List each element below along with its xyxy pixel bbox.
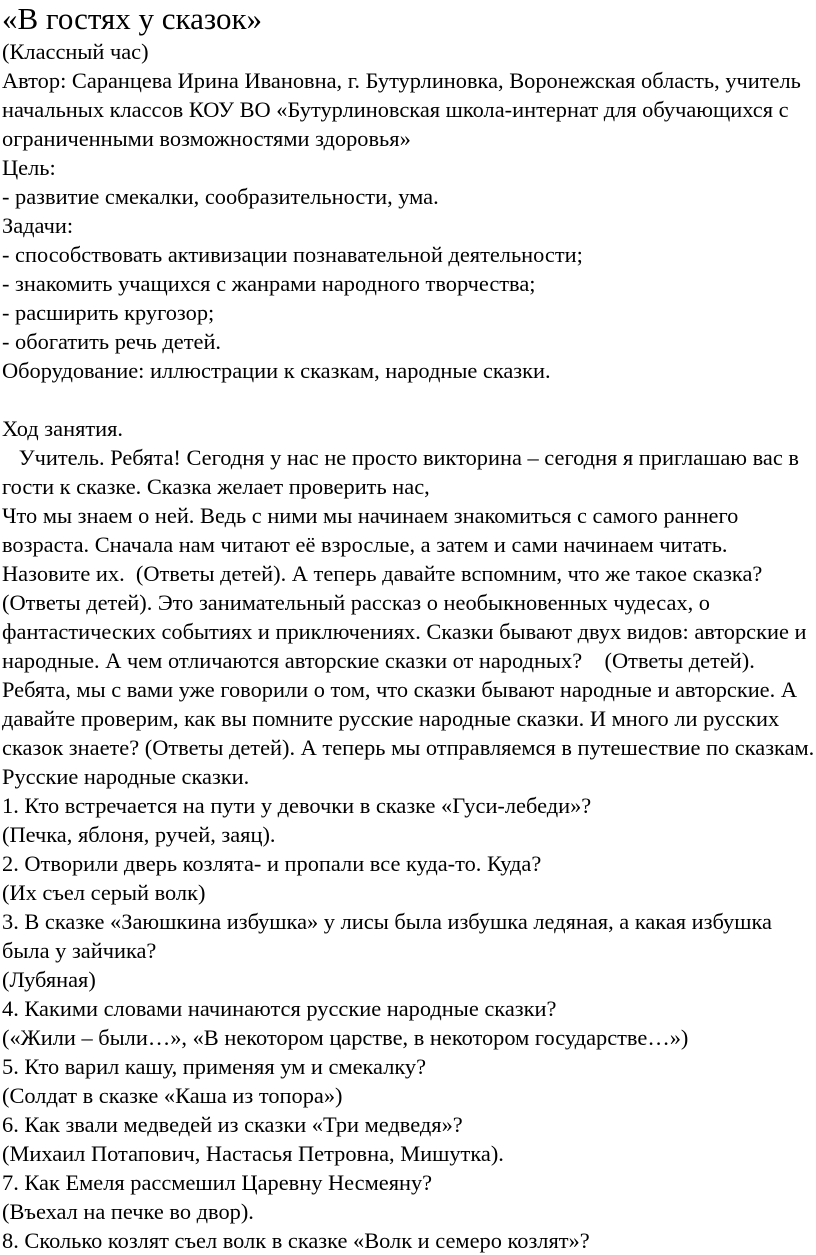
answer: (Лубяная) <box>2 967 96 992</box>
tasks-heading: Задачи: <box>2 213 74 238</box>
answer: («Жили – были…», «В некотором царстве, в некотором государстве…») <box>2 1025 689 1050</box>
blank-line <box>2 385 816 414</box>
lesson-intro-body: Что мы знаем о ней. Ведь с ними мы начинаем знакомиться с самого раннего возраста. Сначала нам читают её взрослые, а затем и сами начинаем читать. Назовите их. (Ответы детей). А теперь давайте вспомним, что же такое сказка? (Ответы детей). Это занимательный рассказ о необыкновенных чудесах, о фантастических событиях и приключениях. Сказки бывают двух видов: авторские и народные. А чем отличаются авторские сказки от народных? (Ответы детей). Ребята, мы с вами уже говорили о том, что сказки бывают народные и авторские. А давайте проверим, как вы помните русские народные сказки. И много ли русских сказок знаете? (Ответы детей). А теперь мы отправляемся в путешествие по сказкам. <box>2 503 815 760</box>
question: 8. Сколько козлят съел волк в сказке «Волк и семеро козлят»? <box>2 1228 590 1253</box>
answer: (Солдат в сказке «Каша из топора») <box>2 1083 343 1108</box>
lesson-heading: Ход занятия. <box>2 416 124 441</box>
question: 4. Какими словами начинаются русские народные сказки? <box>2 996 557 1021</box>
question: 2. Отворили дверь козлята- и пропали все куда-то. Куда? <box>2 851 542 876</box>
task-item: - обогатить речь детей. <box>2 329 222 354</box>
lesson-intro-first: Учитель. Ребята! Сегодня у нас не просто викторина – сегодня я приглашаю вас в гости к сказке. Сказка желает проверить нас, <box>2 445 805 499</box>
question: 1. Кто встречается на пути у девочки в сказке «Гуси-лебеди»? <box>2 793 592 818</box>
task-item: - способствовать активизации познавательной деятельности; <box>2 242 583 267</box>
document-subtitle: (Классный час) <box>2 39 149 64</box>
author-info: Автор: Саранцева Ирина Ивановна, г. Бутурлиновка, Воронежская область, учитель начальных классов КОУ ВО «Бутурлиновская школа-интернат для обучающихся с ограниченными возможностями здоровья» <box>2 68 807 151</box>
section-heading: Русские народные сказки. <box>2 764 250 789</box>
question: 6. Как звали медведей из сказки «Три медведя»? <box>2 1112 463 1137</box>
answer: (Печка, яблоня, ручей, заяц). <box>2 822 276 847</box>
goal-heading: Цель: <box>2 155 56 180</box>
question: 3. В сказке «Заюшкина избушка» у лисы была избушка ледяная, а какая избушка была у зайчика? <box>2 909 778 963</box>
task-item: - расширить кругозор; <box>2 300 215 325</box>
goal-item: - развитие смекалки, сообразительности, ума. <box>2 184 439 209</box>
answer: (Их съел серый волк) <box>2 880 206 905</box>
question: 7. Как Емеля рассмешил Царевну Несмеяну? <box>2 1170 433 1195</box>
document-title: «В гостях у сказок» <box>2 1 263 36</box>
answer: (Михаил Потапович, Настасья Петровна, Мишутка). <box>2 1141 504 1166</box>
task-item: - знакомить учащихся с жанрами народного творчества; <box>2 271 536 296</box>
equipment-line: Оборудование: иллюстрации к сказкам, народные сказки. <box>2 358 551 383</box>
question: 5. Кто варил кашу, применяя ум и смекалку? <box>2 1054 427 1079</box>
answer: (Въехал на печке во двор). <box>2 1199 254 1224</box>
